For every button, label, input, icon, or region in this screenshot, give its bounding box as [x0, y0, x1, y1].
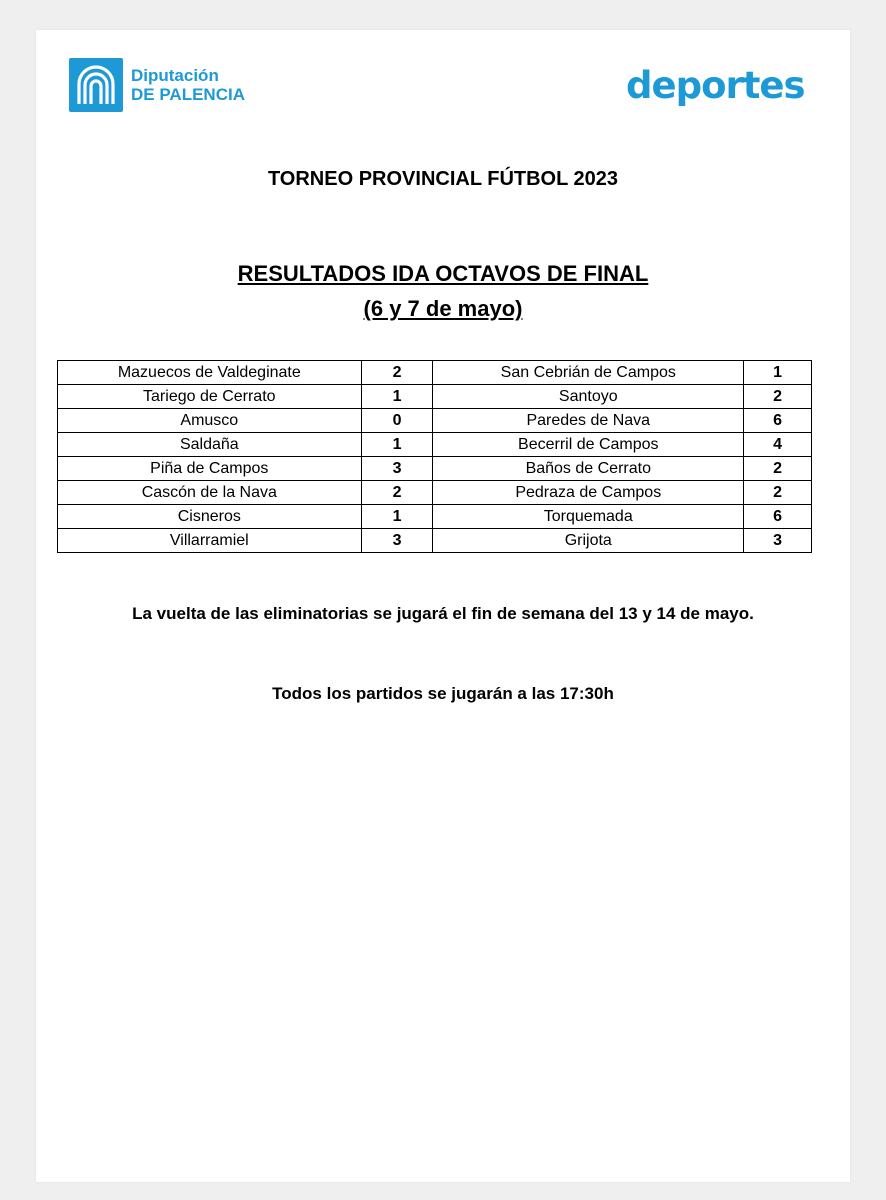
away-team: San Cebrián de Campos [433, 361, 744, 385]
away-score: 2 [744, 385, 812, 409]
results-table [57, 360, 812, 553]
home-team: Tariego de Cerrato [58, 385, 362, 409]
home-score: 1 [361, 505, 433, 529]
home-score: 0 [361, 409, 433, 433]
table-row [58, 505, 812, 529]
deportes-logo [626, 58, 811, 112]
home-team: Piña de Campos [58, 457, 362, 481]
table-row [58, 529, 812, 553]
table-row [58, 481, 812, 505]
away-team: Baños de Cerrato [433, 457, 744, 481]
home-team: Villarramiel [58, 529, 362, 553]
kickoff-time-note: Todos los partidos se jugarán a las 17:30h [272, 684, 614, 703]
tournament-title: TORNEO PROVINCIAL FÚTBOL 2023 [267, 168, 619, 190]
away-team: Pedraza de Campos [433, 481, 744, 505]
table-row [58, 361, 812, 385]
away-team: Grijota [433, 529, 744, 553]
table-row [58, 385, 812, 409]
home-team: Mazuecos de Valdeginate [58, 361, 362, 385]
results-heading: RESULTADOS IDA OCTAVOS DE FINAL [237, 261, 649, 286]
home-score: 2 [361, 481, 433, 505]
home-team: Amusco [58, 409, 362, 433]
away-score: 2 [744, 457, 812, 481]
away-team: Becerril de Campos [433, 433, 744, 457]
deportes-wordmark: deportes [626, 63, 805, 107]
away-score: 2 [744, 481, 812, 505]
home-team: Saldaña [58, 433, 362, 457]
away-score: 1 [744, 361, 812, 385]
document-page [36, 30, 850, 1182]
home-score: 2 [361, 361, 433, 385]
home-score: 3 [361, 457, 433, 481]
away-team: Torquemada [433, 505, 744, 529]
away-team: Santoyo [433, 385, 744, 409]
org-name-line2: DE PALENCIA [131, 85, 245, 104]
table-row [58, 409, 812, 433]
table-row [58, 433, 812, 457]
diputacion-logo [69, 58, 245, 112]
return-leg-note: La vuelta de las eliminatorias se jugará el fin de semana del 13 y 14 de mayo. [132, 604, 754, 623]
away-score: 6 [744, 409, 812, 433]
away-team: Paredes de Nava [433, 409, 744, 433]
away-score: 4 [744, 433, 812, 457]
results-dates: (6 y 7 de mayo) [363, 296, 523, 321]
org-name-line1: Diputación [131, 66, 219, 85]
away-score: 3 [744, 529, 812, 553]
home-team: Cascón de la Nava [58, 481, 362, 505]
home-score: 3 [361, 529, 433, 553]
arch-icon [69, 58, 123, 112]
home-team: Cisneros [58, 505, 362, 529]
table-row [58, 457, 812, 481]
home-score: 1 [361, 385, 433, 409]
home-score: 1 [361, 433, 433, 457]
away-score: 6 [744, 505, 812, 529]
